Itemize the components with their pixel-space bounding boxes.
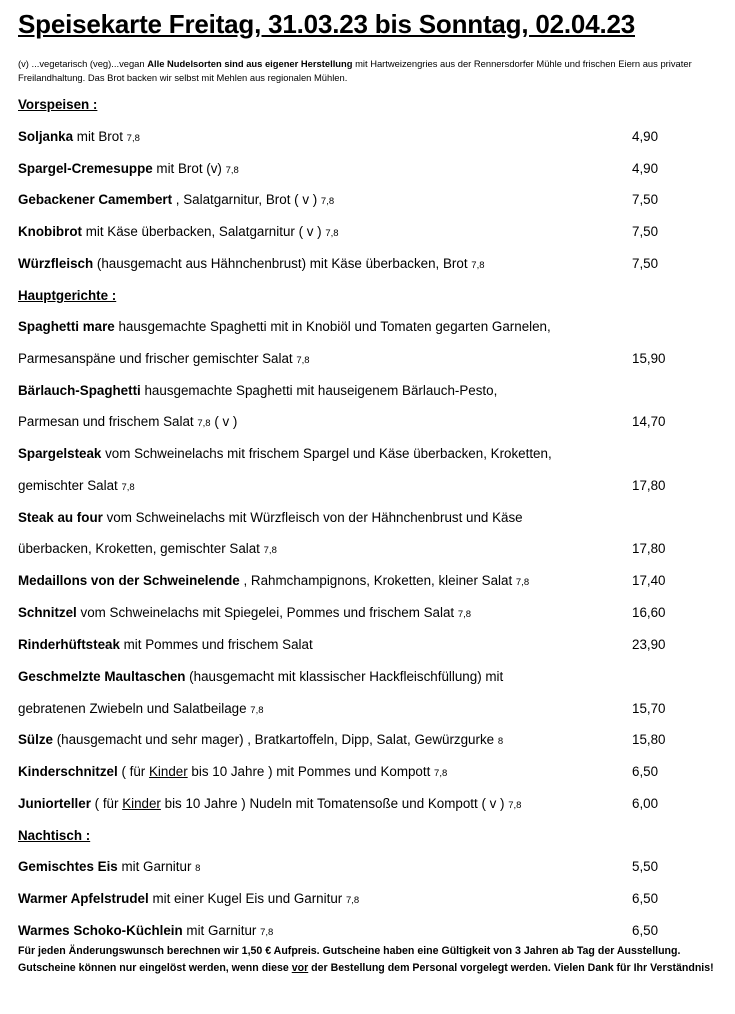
dish-name: Juniorteller	[18, 796, 91, 811]
dish-desc: mit Brot (v)	[152, 161, 226, 176]
dish-desc: mit Garnitur	[117, 859, 196, 874]
kinder-underlined: Kinder	[122, 796, 161, 811]
allergen-note: 7,8	[225, 165, 239, 176]
dish-name: Gebackener Camembert	[18, 192, 173, 207]
dish-name: Sülze	[18, 732, 53, 747]
dish-price: 14,70	[632, 414, 666, 429]
dish-price: 15,90	[632, 351, 666, 366]
menu-item	[18, 637, 718, 657]
intro-text	[18, 57, 718, 85]
footer-note	[18, 943, 718, 977]
kinder-underlined: Kinder	[148, 764, 188, 779]
menu-item-kids	[18, 764, 718, 784]
dish-name: Knobibrot	[18, 224, 82, 239]
menu-item	[18, 129, 718, 149]
section-heading: Hauptgerichte :	[18, 288, 117, 303]
dish-price: 15,80	[632, 732, 666, 747]
dish-desc: Parmesanspäne und frischer gemischter Salat	[18, 351, 297, 366]
dish-desc: bis 10 Jahre ) mit Pommes und Kompott	[187, 764, 435, 779]
allergen-note: 7,8	[260, 927, 274, 938]
dish-desc: mit Garnitur	[182, 923, 261, 938]
dish-name: Würzfleisch	[18, 256, 94, 271]
footer-underlined: vor	[291, 962, 309, 974]
dish-desc: (hausgemacht mit klassischer Hackfleischfüllung) mit	[185, 669, 504, 684]
dish-price: 17,80	[632, 541, 666, 556]
allergen-note: 7,8	[325, 228, 339, 239]
menu-item	[18, 891, 718, 911]
menu-item	[18, 383, 718, 403]
dish-desc: (hausgemacht und sehr mager) , Bratkartoffeln, Dipp, Salat, Gewürzgurke	[52, 732, 498, 747]
dish-desc: mit Pommes und frischem Salat	[119, 637, 313, 652]
dish-price: 4,90	[632, 161, 659, 176]
menu-item	[18, 573, 718, 593]
section-nachtisch	[18, 828, 718, 848]
dish-price: 6,50	[632, 891, 659, 906]
dish-desc: mit Brot	[73, 129, 127, 144]
intro-rest: mit Hartweizengries aus der Rennersdorfer Mühle und frischen Eiern aus privater Freilandhaltung. Das Brot backen wir selbst mit Mehlen aus regionalen Mühlen.	[18, 58, 692, 83]
section-hauptgerichte	[18, 288, 718, 308]
menu-item	[18, 224, 718, 244]
dish-name: Medaillons von der Schweinelende	[18, 573, 240, 588]
menu-item	[18, 510, 718, 530]
allergen-note: 7,8	[250, 705, 264, 716]
dish-price: 16,60	[632, 605, 666, 620]
allergen-note: 7,8	[457, 609, 472, 620]
menu-item	[18, 923, 718, 943]
menu-item	[18, 446, 718, 466]
allergen-note: 7,8	[320, 196, 335, 207]
dish-name: Rinderhüftsteak	[18, 637, 120, 652]
dish-price: 7,50	[632, 192, 659, 207]
dish-price: 17,80	[632, 478, 666, 493]
dish-price: 7,50	[632, 256, 659, 271]
menu-item	[18, 669, 718, 689]
dish-desc: (hausgemacht aus Hähnchenbrust) mit Käse überbacken, Brot	[93, 256, 472, 271]
menu-item-kids	[18, 796, 718, 816]
dish-desc: vom Schweinelachs mit frischem Spargel und Käse überbacken, Kroketten,	[101, 446, 552, 461]
menu-item-continued	[18, 701, 718, 721]
allergen-note: 7,8	[515, 577, 530, 588]
page-title: Speisekarte Freitag, 31.03.23 bis Sonntag, 02.04.23	[18, 9, 635, 39]
dish-price: 6,50	[632, 923, 659, 938]
section-heading: Nachtisch :	[18, 828, 91, 843]
dish-desc: mit Käse überbacken, Salatgarnitur ( v )	[81, 224, 326, 239]
menu-item-continued	[18, 351, 718, 371]
menu-item	[18, 319, 718, 339]
allergen-note: 7,8	[197, 418, 211, 429]
menu-item	[18, 161, 718, 181]
dish-price: 15,70	[632, 701, 666, 716]
dish-name: Spargelsteak	[18, 446, 102, 461]
allergen-note: 7,8	[263, 545, 277, 556]
dish-desc: , Rahmchampignons, Kroketten, kleiner Salat	[239, 573, 516, 588]
dish-name: Spaghetti mare	[18, 319, 115, 334]
menu-item-continued	[18, 478, 718, 498]
menu-item	[18, 732, 718, 752]
dish-desc: vom Schweinelachs mit Spiegelei, Pommes und frischem Salat	[76, 605, 458, 620]
menu-item-continued	[18, 414, 718, 434]
dish-name: Steak au four	[18, 510, 103, 525]
dish-name: Kinderschnitzel	[18, 764, 118, 779]
dish-name: Geschmelzte Maultaschen	[18, 669, 186, 684]
dish-desc: hausgemachte Spaghetti mit in Knobiöl und Tomaten gegarten Garnelen,	[114, 319, 551, 334]
dish-desc: gebratenen Zwiebeln und Salatbeilage	[18, 701, 251, 716]
dish-desc: gemischter Salat	[18, 478, 122, 493]
menu-item	[18, 256, 718, 276]
dish-name: Gemischtes Eis	[18, 859, 118, 874]
dish-desc: mit einer Kugel Eis und Garnitur	[148, 891, 346, 906]
menu-item	[18, 192, 718, 212]
dish-desc-pre: ( für	[117, 764, 149, 779]
allergen-note: 7,8	[508, 800, 522, 811]
section-vorspeisen	[18, 97, 718, 117]
footer-part2: der Bestellung dem Personal vorgelegt werden. Vielen Dank für Ihr Verständnis!	[308, 962, 714, 974]
allergen-note: 7,8	[126, 133, 140, 144]
dish-desc: überbacken, Kroketten, gemischter Salat	[18, 541, 264, 556]
dish-name: Spargel-Cremesuppe	[18, 161, 153, 176]
dish-price: 7,50	[632, 224, 659, 239]
allergen-note: 8	[195, 863, 201, 874]
dish-price: 6,00	[632, 796, 659, 811]
footer-part1: Für jeden Änderungswunsch berechnen wir 1,50 € Aufpreis. Gutscheine haben eine Gültigkeit von 3 Jahren ab Tag der Ausstellung. Gutscheine können nur eingelöst werden, wenn diese	[18, 945, 681, 974]
allergen-note: 7,8	[121, 482, 135, 493]
dish-name: Warmes Schoko-Küchlein	[18, 923, 183, 938]
dish-name: Warmer Apfelstrudel	[18, 891, 149, 906]
dish-price: 17,40	[632, 573, 666, 588]
allergen-note: 8	[497, 736, 504, 747]
dish-desc: , Salatgarnitur, Brot ( v )	[172, 192, 321, 207]
section-heading: Vorspeisen :	[18, 97, 98, 112]
dish-price: 4,90	[632, 129, 659, 144]
dish-desc: Parmesan und frischem Salat	[18, 414, 198, 429]
dish-price: 23,90	[632, 637, 666, 652]
dish-price: 6,50	[632, 764, 659, 779]
dish-name: Bärlauch-Spaghetti	[18, 383, 141, 398]
dish-desc: bis 10 Jahre ) Nudeln mit Tomatensoße und Kompott ( v )	[160, 796, 509, 811]
allergen-note: 7,8	[471, 260, 485, 271]
intro-bold: Alle Nudelsorten sind aus eigener Herstellung	[147, 58, 353, 69]
dish-desc: hausgemachte Spaghetti mit hauseigenem Bärlauch-Pesto,	[140, 383, 498, 398]
allergen-note: 7,8	[434, 768, 448, 779]
dish-name: Soljanka	[18, 129, 74, 144]
diet-legend: (v) ...vegetarisch (veg)...vegan	[18, 58, 148, 69]
allergen-note: 7,8	[345, 895, 360, 906]
dish-suffix: ( v )	[210, 414, 238, 429]
dish-desc: vom Schweinelachs mit Würzfleisch von der Hähnchenbrust und Käse	[102, 510, 523, 525]
menu-item-continued	[18, 541, 718, 561]
dish-desc-pre: ( für	[90, 796, 123, 811]
dish-price: 5,50	[632, 859, 659, 874]
allergen-note: 7,8	[296, 355, 310, 366]
menu-item	[18, 859, 718, 879]
menu-item	[18, 605, 718, 625]
dish-name: Schnitzel	[18, 605, 77, 620]
